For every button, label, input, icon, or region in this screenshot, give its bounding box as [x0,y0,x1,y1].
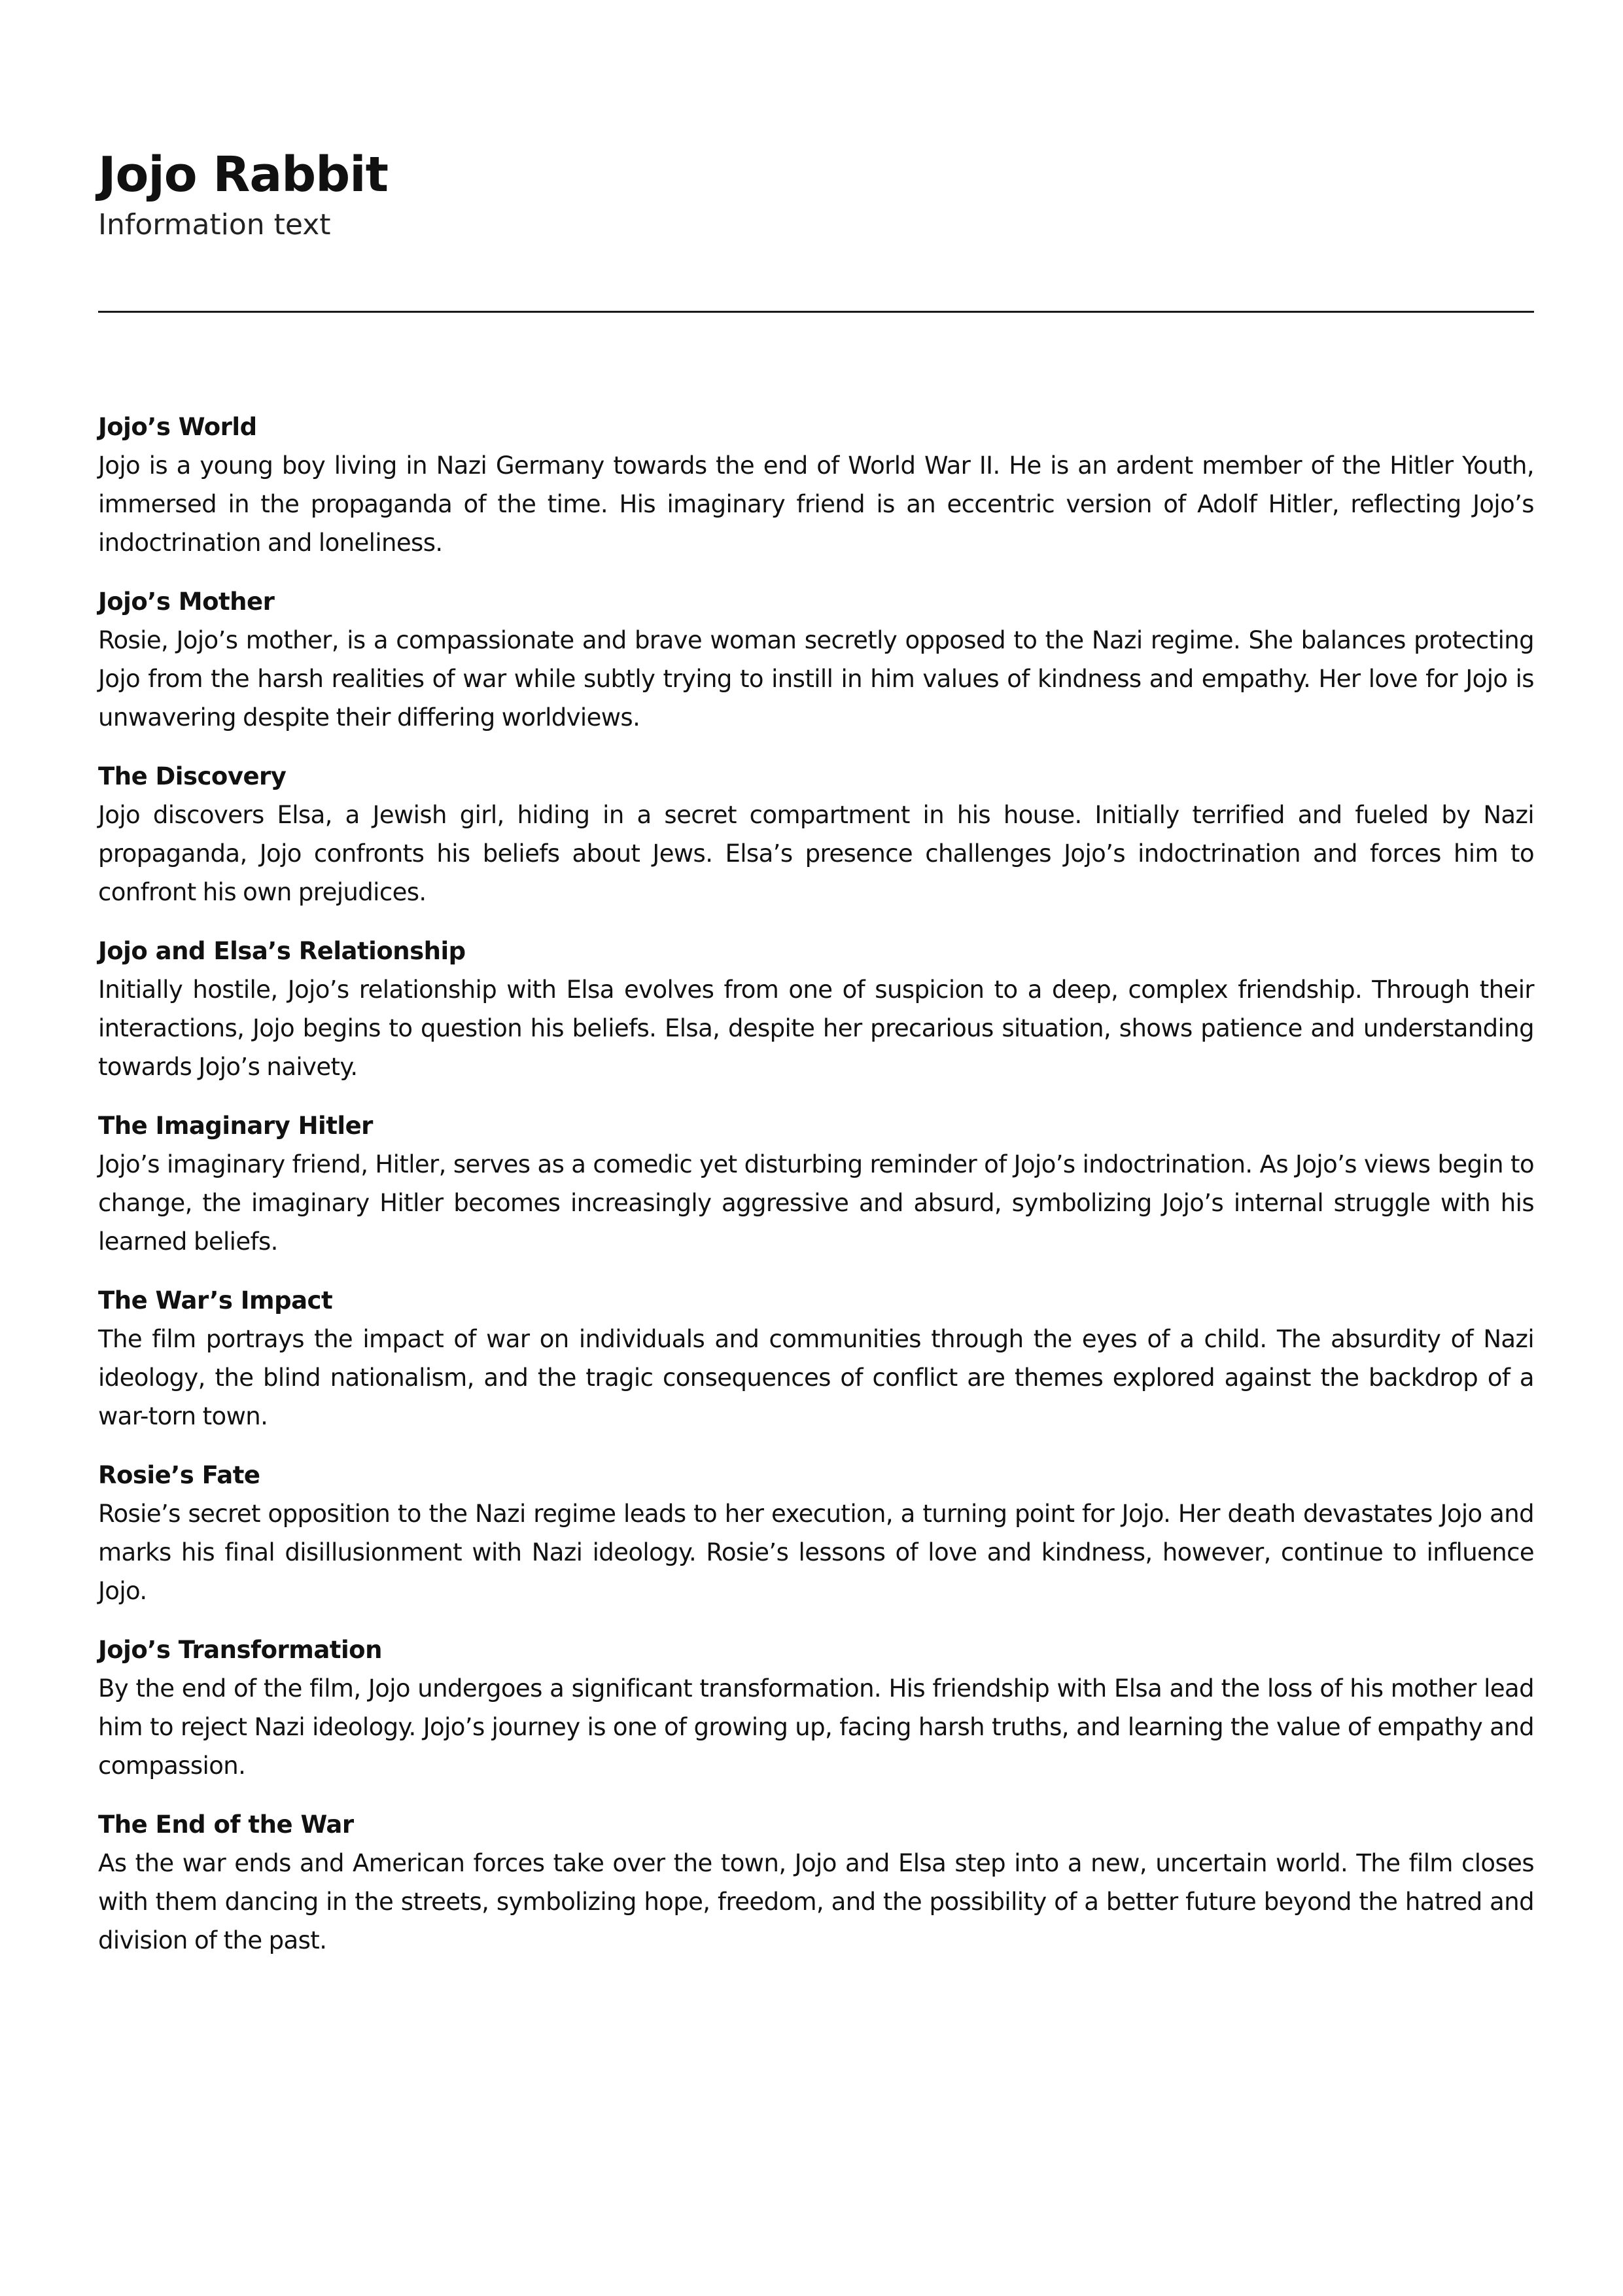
section-jojos-world [98,408,1534,562]
sections-list [98,408,1534,1980]
section-end-of-the-war [98,1805,1534,1960]
section-heading: Jojo’s Mother [98,588,275,616]
section-wars-impact [98,1281,1534,1436]
section-heading: The War’s Impact [98,1286,333,1315]
section-heading: Jojo’s World [98,413,257,441]
section-body: The film portrays the impact of war on individuals and communities through the eyes of a child. The absurdity of Nazi ideology, the blind nationalism, and the tragic consequences of conflict are themes explored against the backdrop of a war-torn town. [98,1325,1534,1430]
section-heading: The End of the War [98,1810,354,1839]
section-heading: Rosie’s Fate [98,1461,260,1489]
section-body: Rosie, Jojo’s mother, is a compassionate and brave woman secretly opposed to the Nazi regime. She balances protecting Jojo from the harsh realities of war while subtly trying to instill in him values of kindness and empathy. Her love for Jojo is unwavering despite their differing worldviews. [98,626,1534,732]
document-subtitle: Information text [98,208,331,241]
section-heading: Jojo’s Transformation [98,1636,382,1664]
section-body: Jojo’s imaginary friend, Hitler, serves as a comedic yet disturbing reminder of Jojo’s indoctrination. As Jojo’s views begin to change, the imaginary Hitler becomes increasingly aggressive and absurd, symbolizing Jojo’s internal struggle with his learned beliefs. [98,1150,1534,1256]
section-jojo-and-elsa [98,932,1534,1086]
section-body: As the war ends and American forces take over the town, Jojo and Elsa step into a new, uncertain world. The film closes with them dancing in the streets, symbolizing hope, freedom, and the possibility of a better future beyond the hatred and division of the past. [98,1849,1534,1954]
section-rosies-fate [98,1456,1534,1610]
section-body: Jojo is a young boy living in Nazi Germany towards the end of World War II. He is an ardent member of the Hitler Youth, immersed in the propaganda of the time. His imaginary friend is an eccentric version of Adolf Hitler, reflecting Jojo’s indoctrination and loneliness. [98,451,1534,557]
section-jojos-mother [98,582,1534,737]
section-body: Rosie’s secret opposition to the Nazi regime leads to her execution, a turning point for Jojo. Her death devastates Jojo and marks his final disillusionment with Nazi ideology. Rosie’s lessons of love and kindness, however, continue to influence Jojo. [98,1500,1534,1605]
section-body: By the end of the film, Jojo undergoes a significant transformation. His friendship with Elsa and the loss of his mother lead him to reject Nazi ideology. Jojo’s journey is one of growing up, facing harsh truths, and learning the value of empathy and compassion. [98,1674,1534,1780]
section-heading: The Imaginary Hitler [98,1112,373,1140]
document-page [98,147,1534,1954]
section-body: Jojo discovers Elsa, a Jewish girl, hiding in a secret compartment in his house. Initially terrified and fueled by Nazi propaganda, Jojo confronts his beliefs about Jews. Elsa’s presence challenges Jojo’s indoctrination and forces him to confront his own prejudices. [98,801,1534,906]
section-jojos-transformation [98,1631,1534,1785]
section-imaginary-hitler [98,1106,1534,1261]
section-heading: The Discovery [98,762,287,790]
section-the-discovery [98,757,1534,911]
section-body: Initially hostile, Jojo’s relationship with Elsa evolves from one of suspicion to a deep, complex friendship. Through their interactions, Jojo begins to question his beliefs. Elsa, despite her precarious situation, shows patience and understanding towards Jojo’s naivety. [98,976,1534,1081]
section-heading: Jojo and Elsa’s Relationship [98,937,466,965]
document-title: Jojo Rabbit [98,147,388,203]
header-divider [98,311,1534,313]
